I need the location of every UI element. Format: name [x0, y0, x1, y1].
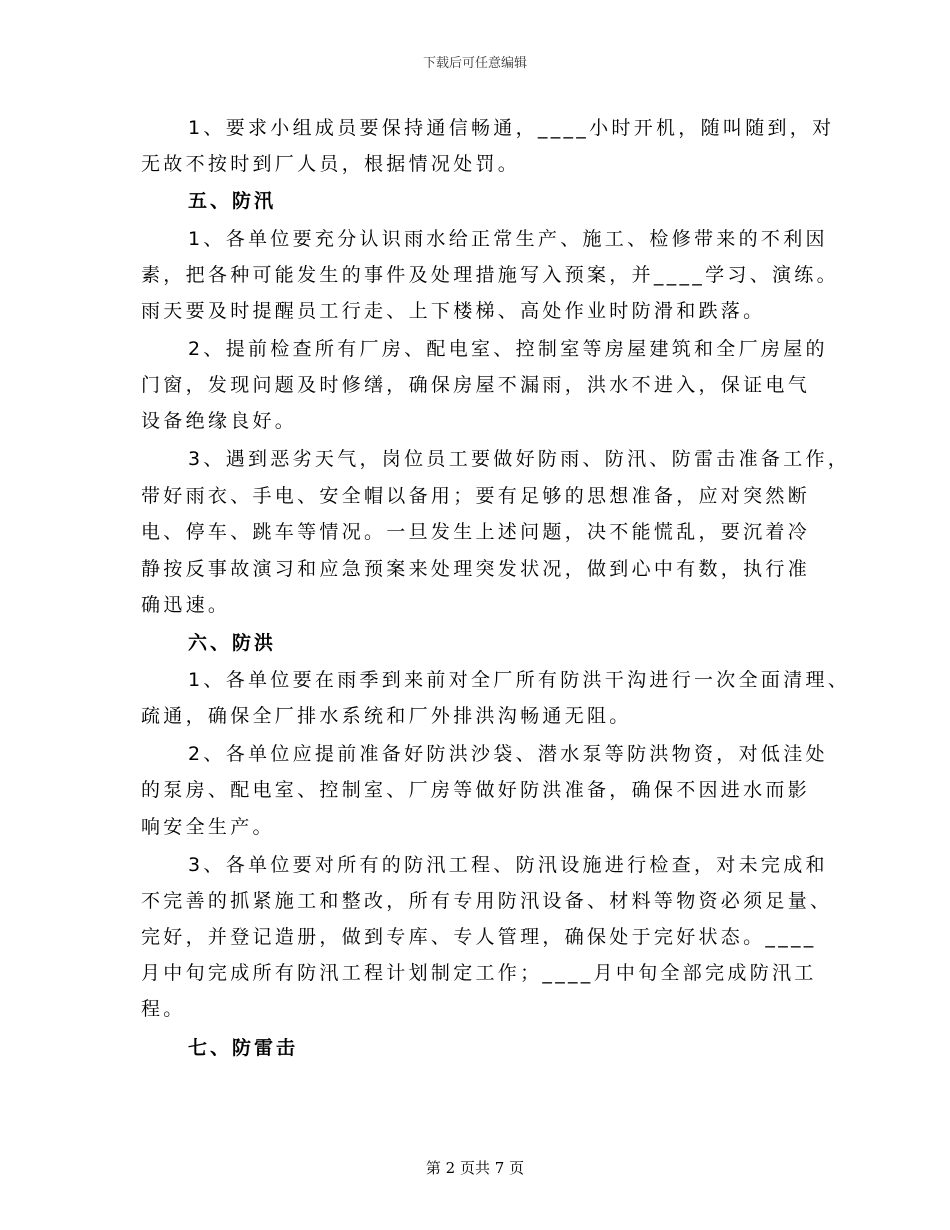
section-heading-lightning-protection: 七、防雷击 — [188, 1037, 299, 1059]
paragraph-line: 雨天要及时提醒员工行走、上下楼梯、高处作业时防滑和跌落。 — [141, 300, 766, 322]
paragraph-line: 带好雨衣、手电、安全帽以备用；要有足够的思想准备，应对突然断 — [141, 485, 811, 507]
page-header-note: 下载后可任意编辑 — [422, 56, 527, 71]
paragraph-line: 疏通，确保全厂排水系统和厂外排洪沟畅通无阻。 — [141, 705, 632, 727]
paragraph-line: 2、各单位应提前准备好防洪沙袋、潜水泵等防洪物资，对低洼处 — [188, 743, 828, 765]
paragraph-line: 电、停车、跳车等情况。一旦发生上述问题，决不能慌乱，要沉着冷 — [141, 521, 811, 543]
paragraph-line: 设备绝缘良好。 — [141, 410, 298, 432]
paragraph-line: 3、各单位要对所有的防汛工程、防汛设施进行检查，对未完成和 — [188, 854, 828, 876]
paragraph-line: 1、要求小组成员要保持通信畅通，____小时开机，随叫随到，对 — [188, 117, 835, 139]
paragraph-line: 的泵房、配电室、控制室、厂房等做好防洪准备，确保不因进水而影 — [141, 779, 811, 801]
section-heading-flood-prevention: 五、防汛 — [188, 190, 277, 212]
page-number-footer: 第 2 页共 7 页 — [425, 1159, 525, 1177]
paragraph-line: 3、遇到恶劣天气，岗位员工要做好防雨、防汛、防雷击准备工作， — [188, 448, 851, 470]
paragraph-line: 无故不按时到厂人员，根据情况处罚。 — [141, 153, 521, 175]
paragraph-line: 1、各单位要充分认识雨水给正常生产、施工、检修带来的不利因 — [188, 228, 828, 250]
paragraph-line: 确迅速。 — [141, 594, 231, 616]
paragraph-line: 程。 — [141, 998, 186, 1020]
paragraph-line: 静按反事故演习和应急预案来处理突发状况，做到心中有数，执行准 — [141, 558, 811, 580]
paragraph-line: 1、各单位要在雨季到来前对全厂所有防洪干沟进行一次全面清理、 — [188, 669, 851, 691]
paragraph-line: 月中旬完成所有防汛工程计划制定工作；____月中旬全部完成防汛工 — [141, 962, 817, 984]
section-heading-flood-control: 六、防洪 — [188, 632, 277, 654]
paragraph-line: 完好，并登记造册，做到专库、专人管理，确保处于完好状态。____ — [141, 926, 817, 948]
paragraph-line: 2、提前检查所有厂房、配电室、控制室等房屋建筑和全厂房屋的 — [188, 338, 828, 360]
paragraph-line: 响安全生产。 — [141, 816, 275, 838]
paragraph-line: 不完善的抓紧施工和整改，所有专用防汛设备、材料等物资必须足量、 — [141, 890, 833, 912]
paragraph-line: 素，把各种可能发生的事件及处理措施写入预案，并____学习、演练。 — [141, 264, 839, 286]
paragraph-line: 门窗，发现问题及时修缮，确保房屋不漏雨，洪水不进入，保证电气 — [141, 374, 811, 396]
